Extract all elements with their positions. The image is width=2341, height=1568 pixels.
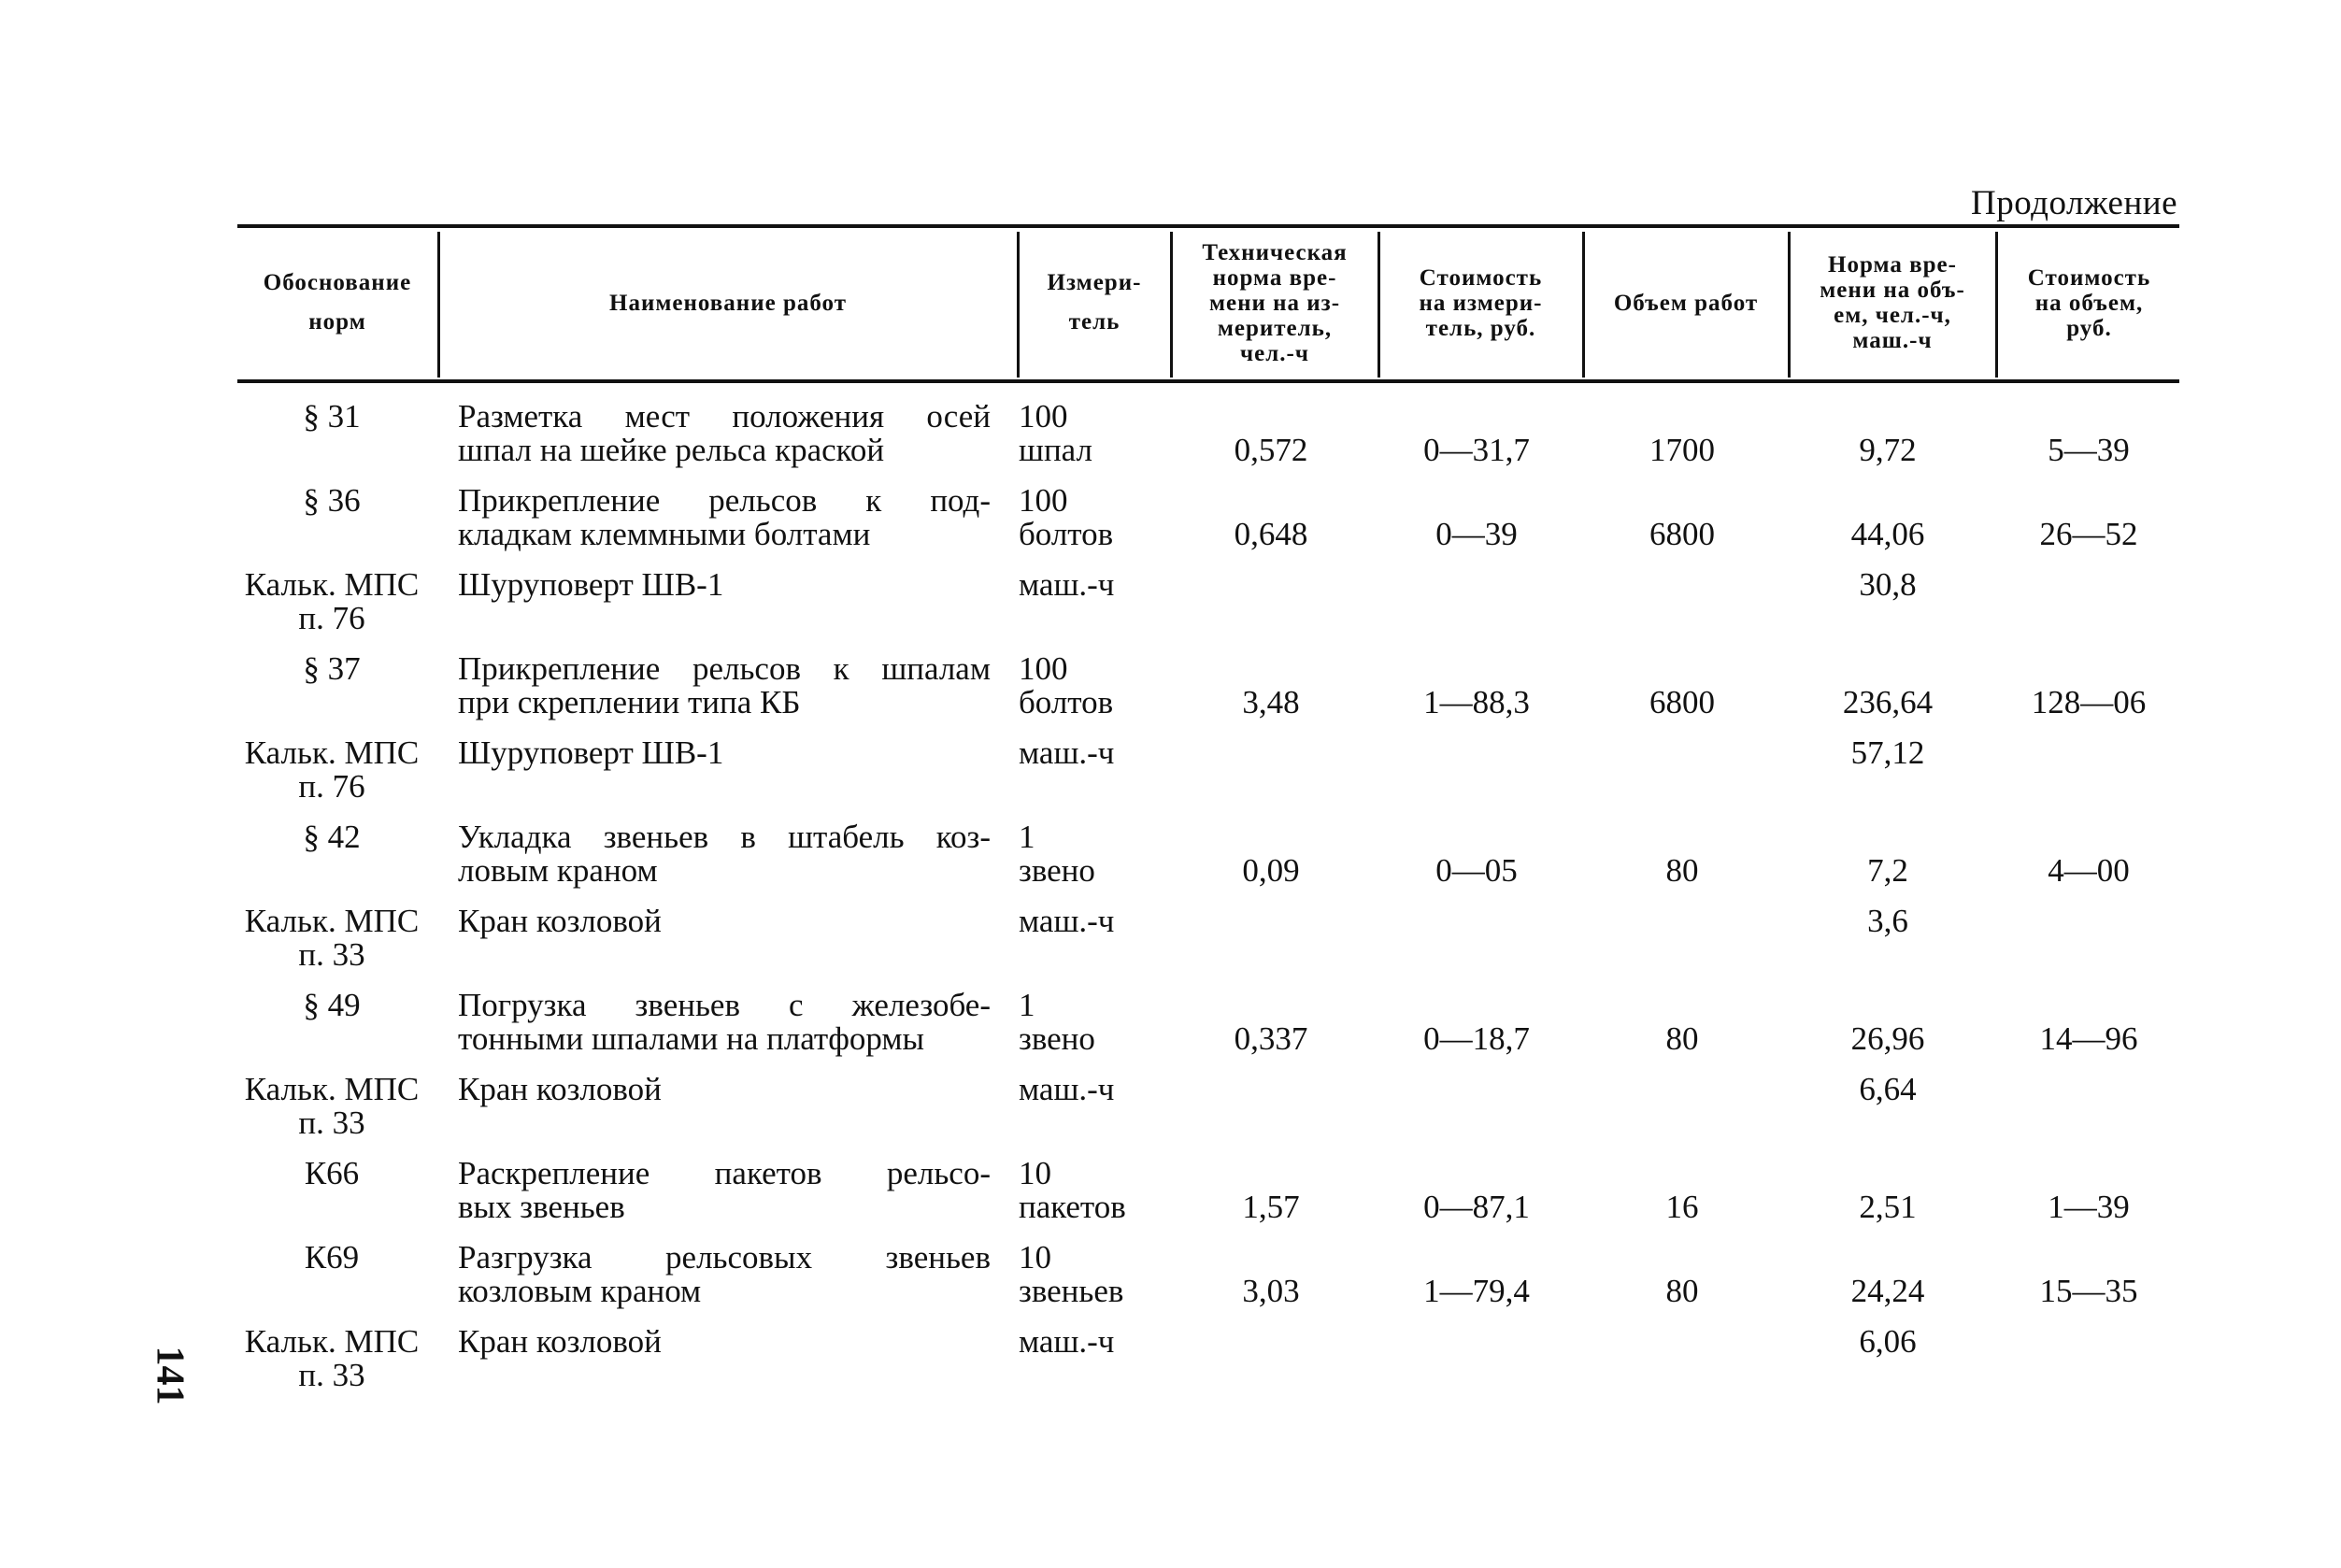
column-divider <box>1582 232 1585 378</box>
cell-work <box>458 1157 991 1224</box>
cell-meter <box>1019 1073 1178 1106</box>
cell-norm-volume: 2,51 <box>1859 1189 1917 1225</box>
cell-line: Кальк. МПС <box>244 1071 420 1107</box>
cell-line: болтов <box>1019 684 1114 720</box>
cell-meter <box>1019 820 1178 888</box>
cell-line: § 49 <box>303 987 361 1023</box>
header-work: Наименование работ <box>609 290 847 316</box>
cell-line: вых звеньев <box>458 1189 625 1225</box>
cell-line: § 37 <box>303 650 361 687</box>
cell-tech-norm: 0,648 <box>1234 516 1308 552</box>
cell-line: пакетов <box>1019 1189 1126 1225</box>
cell-norm-volume: 26,96 <box>1850 1020 1925 1057</box>
cell-line: Укладка звеньев в штабель коз- <box>458 819 991 855</box>
header-cost-volume: Стоимость на объем, руб. <box>2027 264 2151 341</box>
cell-line: тонными шпалами на платформы <box>458 1020 925 1057</box>
cell-line: Погрузка звеньев с железобе- <box>458 987 991 1023</box>
cell-basis <box>224 1241 439 1275</box>
cell-norm-volume: 57,12 <box>1850 734 1925 771</box>
cell-line: Раскрепление пакетов рельсо- <box>458 1155 991 1191</box>
cell-basis <box>224 400 439 434</box>
cell-tech-norm: 0,337 <box>1234 1020 1308 1057</box>
cell-cost-volume: 1—39 <box>2048 1189 2130 1225</box>
cell-line: 100 <box>1019 482 1068 519</box>
cell-basis <box>224 989 439 1022</box>
cell-line: при скреплении типа КБ <box>458 684 801 720</box>
cell-line: п. 33 <box>298 1105 365 1141</box>
cell-line: 10 <box>1019 1155 1051 1191</box>
cell-cost-volume: 128—06 <box>2031 684 2147 720</box>
cell-meter <box>1019 652 1178 720</box>
cell-line: Кальк. МПС <box>244 1323 420 1360</box>
cell-cost-meter: 0—39 <box>1435 516 1518 552</box>
cell-line: 100 <box>1019 650 1068 687</box>
cell-line: п. 33 <box>298 936 365 973</box>
cell-meter <box>1019 905 1178 938</box>
cell-line: Кальк. МПС <box>244 903 420 939</box>
cell-tech-norm: 3,03 <box>1242 1273 1300 1309</box>
cell-volume: 80 <box>1665 1273 1699 1309</box>
cell-line: п. 76 <box>298 768 365 805</box>
cell-norm-volume: 24,24 <box>1850 1273 1925 1309</box>
cell-line: козловым краном <box>458 1273 702 1309</box>
cell-line: Прикрепление рельсов к шпалам <box>458 650 991 687</box>
cell-line: Кран козловой <box>458 903 662 939</box>
cell-cost-volume: 14—96 <box>2039 1020 2138 1057</box>
cell-volume: 6800 <box>1649 516 1715 552</box>
cell-line: Разметка мест положения осей <box>458 398 991 435</box>
cell-volume: 1700 <box>1649 432 1715 468</box>
continued-label: Продолжение <box>1971 184 2177 222</box>
cell-volume: 80 <box>1665 852 1699 889</box>
header-volume: Объем работ <box>1613 290 1759 316</box>
table-header-rule <box>237 379 2179 383</box>
cell-work <box>458 1073 991 1106</box>
cell-line: К69 <box>304 1239 360 1276</box>
header-tech-norm: Техническая норма вре- мени на из- меритель, чел.-ч <box>1202 239 1348 366</box>
cell-line: п. 33 <box>298 1357 365 1393</box>
cell-cost-volume: 15—35 <box>2039 1273 2138 1309</box>
cell-meter <box>1019 1241 1178 1308</box>
cell-cost-meter: 0—31,7 <box>1423 432 1530 468</box>
cell-line: маш.-ч <box>1019 1323 1115 1360</box>
column-divider <box>1788 232 1791 378</box>
cell-norm-volume: 3,6 <box>1867 903 1908 939</box>
cell-cost-volume: 5—39 <box>2048 432 2130 468</box>
cell-tech-norm: 0,572 <box>1234 432 1308 468</box>
cell-basis <box>224 484 439 518</box>
cell-norm-volume: 236,64 <box>1842 684 1934 720</box>
cell-volume: 6800 <box>1649 684 1715 720</box>
cell-meter <box>1019 989 1178 1056</box>
cell-basis <box>224 652 439 686</box>
cell-basis <box>224 820 439 854</box>
cell-line: Кальк. МПС <box>244 734 420 771</box>
cell-work <box>458 652 991 720</box>
cell-line: Кран козловой <box>458 1071 662 1107</box>
cell-volume: 16 <box>1665 1189 1699 1225</box>
column-divider <box>437 232 440 378</box>
cell-meter <box>1019 1325 1178 1359</box>
cell-line: Прикрепление рельсов к под- <box>458 482 991 519</box>
cell-line: 1 <box>1019 819 1035 855</box>
cell-line: Кран козловой <box>458 1323 662 1360</box>
cell-line: маш.-ч <box>1019 734 1115 771</box>
cell-line: маш.-ч <box>1019 903 1115 939</box>
cell-basis <box>224 905 439 972</box>
column-divider <box>1170 232 1173 378</box>
cell-line: Шуруповерт ШВ-1 <box>458 734 724 771</box>
cell-line: § 36 <box>303 482 361 519</box>
cell-line: 100 <box>1019 398 1068 435</box>
cell-line: звеньев <box>1019 1273 1124 1309</box>
cell-cost-volume: 26—52 <box>2039 516 2138 552</box>
cell-line: Шуруповерт ШВ-1 <box>458 566 724 603</box>
cell-tech-norm: 3,48 <box>1242 684 1300 720</box>
header-meter: Измери- тель <box>1047 270 1142 335</box>
cell-meter <box>1019 568 1178 602</box>
cell-work <box>458 400 991 467</box>
cell-line: 10 <box>1019 1239 1051 1276</box>
cell-tech-norm: 0,09 <box>1242 852 1300 889</box>
cell-work <box>458 905 991 938</box>
cell-norm-volume: 7,2 <box>1867 852 1908 889</box>
cell-work <box>458 1241 991 1308</box>
cell-norm-volume: 30,8 <box>1859 566 1917 603</box>
cell-line: кладкам клеммными болтами <box>458 516 871 552</box>
cell-line: ловым краном <box>458 852 658 889</box>
cell-basis <box>224 568 439 635</box>
cell-line: шпал на шейке рельса краской <box>458 432 885 468</box>
cell-line: звено <box>1019 852 1095 889</box>
cell-work <box>458 568 991 602</box>
cell-line: маш.-ч <box>1019 1071 1115 1107</box>
cell-work <box>458 484 991 551</box>
cell-meter <box>1019 736 1178 770</box>
cell-norm-volume: 9,72 <box>1859 432 1917 468</box>
cell-basis <box>224 1157 439 1190</box>
cell-line: маш.-ч <box>1019 566 1115 603</box>
cell-cost-meter: 1—79,4 <box>1423 1273 1530 1309</box>
cell-line: § 42 <box>303 819 361 855</box>
cell-work <box>458 736 991 770</box>
cell-work <box>458 1325 991 1359</box>
cell-meter <box>1019 1157 1178 1224</box>
cell-volume: 80 <box>1665 1020 1699 1057</box>
cell-line: п. 76 <box>298 600 365 636</box>
cell-work <box>458 989 991 1056</box>
cell-line: К66 <box>304 1155 360 1191</box>
cell-line: звено <box>1019 1020 1095 1057</box>
header-norm-volume: Норма вре- мени на объ- ем, чел.-ч, маш.-ч <box>1820 252 1965 353</box>
cell-cost-volume: 4—00 <box>2048 852 2130 889</box>
header-cost-meter: Стоимость на измери- тель, руб. <box>1419 264 1543 341</box>
cell-norm-volume: 44,06 <box>1850 516 1925 552</box>
header-basis: Обоснование норм <box>263 270 412 335</box>
cell-norm-volume: 6,06 <box>1859 1323 1917 1360</box>
cell-basis <box>224 1073 439 1140</box>
cell-line: Кальк. МПС <box>244 566 420 603</box>
cell-basis <box>224 1325 439 1392</box>
column-divider <box>1017 232 1020 378</box>
column-divider <box>1995 232 1998 378</box>
cell-line: Разгрузка рельсовых звеньев <box>458 1239 991 1276</box>
cell-cost-meter: 0—87,1 <box>1423 1189 1530 1225</box>
cell-meter <box>1019 400 1178 467</box>
cell-norm-volume: 6,64 <box>1859 1071 1917 1107</box>
cell-line: шпал <box>1019 432 1092 468</box>
cell-line: болтов <box>1019 516 1114 552</box>
column-divider <box>1377 232 1380 378</box>
cell-meter <box>1019 484 1178 551</box>
cell-line: § 31 <box>303 398 361 435</box>
cell-basis <box>224 736 439 804</box>
cell-line: 1 <box>1019 987 1035 1023</box>
cell-tech-norm: 1,57 <box>1242 1189 1300 1225</box>
cell-cost-meter: 0—18,7 <box>1423 1020 1530 1057</box>
cell-cost-meter: 1—88,3 <box>1423 684 1530 720</box>
cell-work <box>458 820 991 888</box>
page-number: 141 <box>148 1346 192 1405</box>
cell-cost-meter: 0—05 <box>1435 852 1518 889</box>
